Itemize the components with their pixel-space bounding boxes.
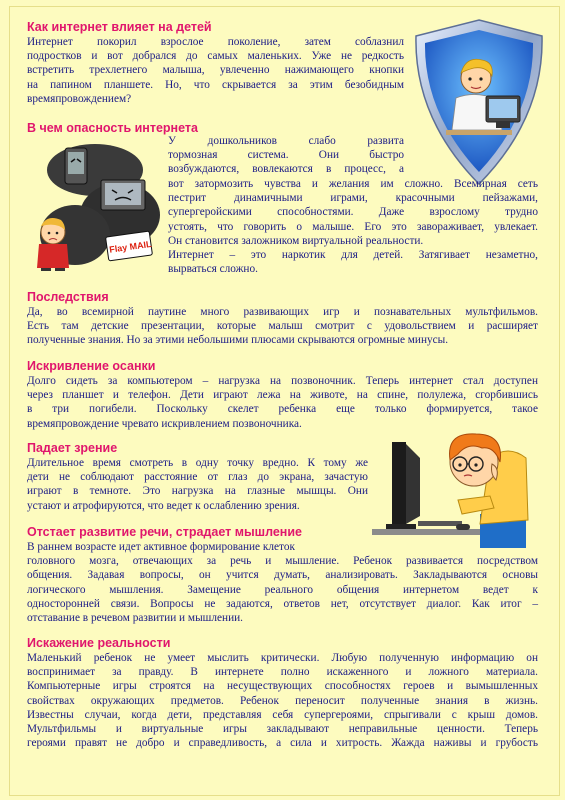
text-line: Известны случаи, когда дети, представляя себя супергероями, спрыгивали с крыш домов. [27, 708, 538, 721]
text-line: времяпровождение чревато искривлением позвоночника. [27, 417, 302, 430]
text-line: дети не соблюдают расстояние от глаз до экрана, зачастую [27, 471, 368, 484]
text-line: головного мозга, отвечающих за речь и мышление. Ребенок развивается посредством [27, 555, 538, 568]
text-line: общения. Задавая вопросы, он учится думать, анализировать. Закладываются основы [27, 569, 538, 582]
heading-vision-drops: Падает зрение [27, 441, 118, 455]
heading-danger-of-internet: В чем опасность интернета [27, 121, 198, 135]
text-line: времяпровождением? [27, 92, 132, 105]
heading-posture: Искривление осанки [27, 359, 156, 373]
text-line: через планшет и телефон. Дети играют лежа на животе, на спине, полулежа, сгорбившись [27, 389, 538, 402]
text-line: Долго сидеть за компьютером – нагрузка на позвоночник. Теперь интернет стал доступен [27, 375, 538, 387]
angry-devices-child-illustration [25, 140, 160, 272]
shield-child-computer-illustration [410, 18, 548, 186]
heading-how-internet-affects: Как интернет влияет на детей [27, 20, 212, 34]
text-line: полученные знания. Но за этими небольшими плюсами скрываются огромные минусы. [27, 334, 449, 347]
paragraph-consequences [27, 305, 538, 348]
flay-mail-label: Flay MAIL [108, 238, 153, 255]
text-line: играют в темноте. Это нагрузка на глазные мышцы. Они [27, 485, 368, 498]
text-line: встретить трехлетнего малыша, увлеченно нажимающего кнопки [27, 64, 404, 77]
paragraph-danger-narrow [168, 134, 404, 177]
text-line: Компьютерные игры строятся на несуществующих способностях героев и вымышленных [27, 680, 538, 693]
text-line: вырваться сложно. [168, 263, 258, 276]
text-line: Он становится заложником виртуальной реальности. [168, 234, 424, 247]
text-line: Есть там детские презентации, которые малыш смотрит с удовольствием и расширяет [27, 320, 538, 333]
paragraph-danger [168, 177, 538, 276]
heading-speech-thinking: Отстает развитие речи, страдает мышление [27, 525, 302, 539]
text-line: Интернет покорил взрослое поколение, затем соблазнил [27, 36, 404, 48]
child-at-computer-illustration [372, 424, 542, 552]
paragraph-posture [27, 374, 538, 431]
paragraph-speech [27, 540, 538, 625]
text-line: устают и атрофируются, что ведет к ослаблению зрения. [27, 499, 300, 512]
text-line: В раннем возрасте идет активное формирование клеток [27, 541, 295, 553]
text-line: устоять, что говорить о малыше. Его это завораживает, увлекает. [168, 220, 538, 233]
text-line: Длительное время смотреть в одну точку вредно. К тому же [27, 457, 368, 469]
text-line: Мультфильмы и виртуальные игры закладывают неправильные ценности. Теперь [27, 723, 538, 736]
text-line: логического мышления. Замещение реального общения интернетом ведет к [27, 583, 538, 596]
text-line: свойствах окружающих предметов. Ребенок переносит полученные знания в жизнь. [27, 694, 538, 707]
text-line: воспринимает за правду. В интернете полно искаженного и ложного материала. [27, 666, 538, 679]
heading-consequences: Последствия [27, 290, 109, 304]
text-line: вот затормозить чувства и желания им сложно. Всемирная сеть [168, 178, 538, 190]
text-line: тормозная система. Они быстро [168, 149, 404, 162]
text-line: супергеройскими способностями. Даже взрослому трудно [168, 206, 538, 219]
text-line: Интернет – это наркотик для детей. Затягивает незаметно, [168, 249, 538, 262]
text-line: в три погибели. Поскольку скелет ребенка еще только формируется, такое [27, 403, 538, 416]
text-line: односторонней связи. Вопросы не задаются, ответов нет, отсутствует диалог. Как итог – [27, 597, 538, 610]
paragraph-intro [27, 35, 404, 106]
text-line: возбуждаются, вовлекаются в процесс, а [168, 163, 404, 176]
text-line: подростков и вот добрался до самых маленьких. Уже не редкость [27, 50, 404, 63]
text-line: Маленький ребенок не умеет мыслить критически. Любую полученную информацию он [27, 652, 538, 664]
text-line: Да, во всемирной паутине много развивающих игр и познавательных мультфильмов. [27, 306, 538, 318]
text-line: У дошкольников слабо развита [168, 135, 404, 147]
text-line: на папином планшете. Но, что скрывается за этим безобидным [27, 78, 404, 91]
paragraph-vision [27, 456, 368, 513]
text-line: героями правят не добро и справедливость, а сила и хитрость. Жажда наживы и грубость [27, 737, 538, 750]
text-line: пестрит динамичными играми, красочными пейзажами, [168, 192, 538, 205]
paragraph-distortion [27, 651, 538, 750]
heading-distortion-of-reality: Искажение реальности [27, 636, 171, 650]
text-line: отставание в речевом развитии и мышлении. [27, 612, 243, 625]
